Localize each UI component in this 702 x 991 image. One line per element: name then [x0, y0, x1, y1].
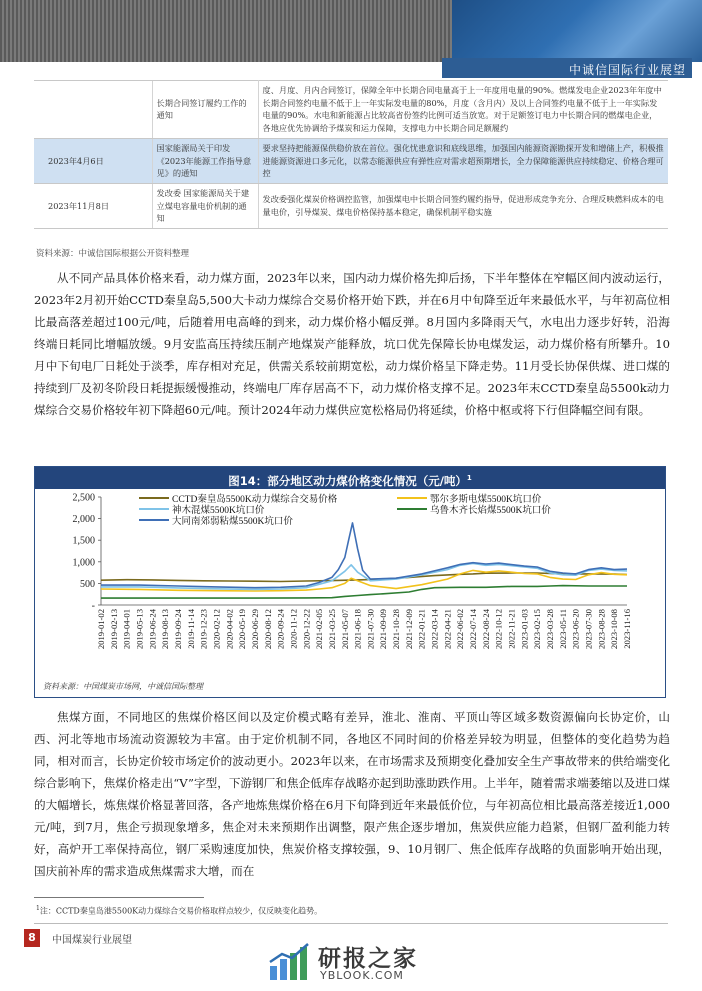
x-tick-label: 2022-10-12: [493, 609, 504, 650]
policy-table: [34, 80, 668, 229]
x-tick-label: 2019-05-13: [134, 609, 145, 650]
header-decoration: [452, 0, 702, 62]
x-tick-label: 2023-10-08: [609, 609, 620, 650]
watermark-logo-icon: [268, 942, 312, 982]
x-tick-label: 2023-07-30: [583, 609, 594, 650]
footer-title: 中国煤炭行业展望: [52, 935, 132, 946]
y-tick-label: 2,000: [72, 514, 95, 526]
figure-title-text: 图14：部分地区动力煤价格变化情况（元/吨）: [228, 473, 467, 488]
x-tick-label: 2023-05-11: [557, 609, 568, 649]
paragraph-coking-coal: 焦煤方面，不同地区的焦煤价格区间以及定价模式略有差异，淮北、淮南、平顶山等区域多数资源偏向长协定价，山西、河北等地市场流动资源较为丰富。由于定价机制不同，各地区不同时间的价格差异较为明显，但整体的变化趋势为趋同，相对而言，长协定价较市场定价的波动更小。2023年以来，在市场需求及预期变化叠加安全生产事故带来的供给端变化综合影响下，焦煤价格走出“V”字型，下游钢厂和焦企低库存战略亦起到助涨助跌作用。上半年，随着需求端萎缩以及进口煤的大幅增长，炼焦煤价格显著回落，各产地炼焦煤价格在6月下旬降到近年来最低价位，与年初高位相比最高落差接近1,000元/吨，到7月，焦企亏损现象增多，焦企对未来预期作出调整，限产焦企逐步增加，焦炭供应能力趋紧，但钢厂盈利能力转好，高炉开工率保持高位，钢厂采购速度加快，焦炭价格支撑较强，9、10月钢厂、焦企低库存战略的负面影响开始出现，国庆前补库的需求造成焦煤需求大增，而在: [34, 710, 670, 878]
x-tick-label: 2022-01-21: [416, 609, 427, 650]
footnote: [36, 905, 322, 917]
x-tick-label: 2020-08-12: [262, 609, 273, 650]
watermark: [268, 938, 468, 986]
x-tick-label: 2022-07-14: [468, 609, 479, 650]
legend-label: 乌鲁木齐长焰煤5500K坑口价: [430, 506, 551, 516]
x-tick-label: 2019-08-13: [160, 609, 171, 650]
footnote-text: 注：CCTD秦皇岛港5500K动力煤综合交易价格取样点较少，仅反映变化趋势。: [39, 906, 323, 916]
x-tick-label: 2022-03-14: [429, 609, 440, 650]
x-tick-label: 2022-06-02: [455, 609, 466, 650]
page-number: 8: [24, 929, 40, 947]
x-tick-label: 2023-03-28: [545, 609, 556, 650]
legend-label: 鄂尔多斯电煤5500K坑口价: [430, 495, 542, 505]
x-tick-label: 2021-03-25: [326, 609, 337, 650]
x-tick-label: 2020-11-12: [288, 609, 299, 649]
legend-label: 神木混煤5500K坑口价: [172, 506, 265, 516]
legend-label: CCTD秦皇岛5500K动力煤综合交易价格: [172, 495, 338, 505]
price-line-chart: [35, 489, 665, 675]
x-tick-label: 2023-06-20: [570, 609, 581, 650]
series-line: [101, 523, 627, 588]
table-cell-title: 发改委 国家能源局关于建立煤电容量电价机制的通知: [152, 183, 258, 228]
watermark-url: YBLOOK.COM: [320, 969, 404, 982]
footer-divider: [34, 923, 668, 924]
header-title: 中诚信国际行业展望: [442, 58, 692, 78]
footnote-marker: 1: [36, 905, 40, 912]
table-cell-content: 发改委强化煤炭价格调控监管，加强煤电中长期合同签约履约指导，促进形成竞争充分、合理反映燃料成本的电量电价，引导煤炭、煤电价格保持基本稳定，确保机制平稳实施: [258, 183, 668, 228]
table-cell-content: 度、月度、月内合同签订，保障全年中长期合同电量高于上一年度用电量的90%。燃煤发电企业2023年年度中长期合同签约电量不低于上一年实际发电量的80%，月度（含月内）及以上合同签约电量不低于上一年实际发电量的90%。水电和新能源占比较高省份签约比例可适当放宽。对于足额签订电力中长期合同的燃煤电企业，各地应优先协调给予煤炭和运力保障，支撑电力中长期合同足额履约: [258, 81, 668, 139]
x-tick-label: 2023-01-03: [519, 609, 530, 650]
x-tick-label: 2023-02-15: [532, 609, 543, 650]
table-cell-date: [34, 81, 152, 139]
table-cell-title: 国家能源局关于印发《2023年能源工作指导意见》的通知: [152, 138, 258, 183]
x-tick-label: 2022-11-21: [506, 609, 517, 649]
x-tick-label: 2021-05-07: [339, 609, 350, 650]
x-tick-label: 2023-08-28: [596, 609, 607, 650]
x-tick-label: 2021-09-09: [378, 609, 389, 650]
x-tick-label: 2020-09-24: [275, 609, 286, 650]
x-tick-label: 2021-10-28: [391, 609, 402, 650]
x-tick-label: 2020-06-29: [249, 609, 260, 650]
header-band: [0, 0, 702, 62]
footnote-divider: [34, 897, 204, 898]
x-tick-label: 2023-11-16: [622, 609, 632, 649]
x-tick-label: 2019-01-02: [96, 609, 106, 650]
figure-title-footnote-ref: 1: [466, 474, 472, 482]
x-tick-label: 2019-04-01: [121, 609, 132, 650]
y-tick-label: 1,000: [72, 557, 95, 569]
figure-title: [35, 467, 665, 489]
table-cell-date: 2023年4月6日: [34, 138, 152, 183]
x-tick-label: 2020-05-19: [237, 609, 248, 650]
x-tick-label: 2019-09-24: [172, 609, 183, 650]
table-cell-title: 长期合同签订履约工作的通知: [152, 81, 258, 139]
x-tick-label: 2019-12-23: [198, 609, 209, 650]
x-tick-label: 2021-12-09: [403, 609, 414, 650]
y-tick-label: 1,500: [72, 535, 95, 547]
x-tick-label: 2020-04-02: [224, 609, 235, 650]
y-tick-label: 2,500: [72, 492, 95, 504]
table-cell-content: 要求坚持把能源保供稳价放在首位。强化忧患意识和底线思维，加强国内能源资源勘探开发和增储上产，积极推进能源资源进口多元化，以常态能源供应有弹性应对需求超预期增长，全力保障能源供应持续稳定、价格合理可控: [258, 138, 668, 183]
x-tick-label: 2019-02-13: [108, 609, 119, 650]
y-tick-label: -: [91, 600, 95, 612]
x-tick-label: 2020-12-22: [301, 609, 312, 650]
x-tick-label: 2022-08-24: [480, 609, 491, 650]
x-tick-label: 2019-06-24: [147, 609, 158, 650]
x-tick-label: 2020-02-12: [211, 609, 222, 650]
legend-label: 大同南郊弱粘煤5500K坑口价: [172, 517, 293, 527]
watermark-name: 研报之家: [318, 946, 418, 972]
table-row: [34, 183, 668, 228]
table-source: 资料来源：中诚信国际根据公开资料整理: [36, 249, 190, 259]
x-tick-label: 2021-06-18: [352, 609, 363, 650]
x-tick-label: 2021-07-30: [365, 609, 376, 650]
x-tick-label: 2021-02-05: [314, 609, 325, 650]
x-tick-label: 2022-04-21: [442, 609, 453, 650]
table-row: [34, 81, 668, 139]
table-row: [34, 138, 668, 183]
figure-14: [34, 466, 666, 698]
x-tick-label: 2019-11-14: [185, 609, 196, 649]
figure-source: 资料来源：中国煤炭市场网，中诚信国际整理: [43, 682, 203, 691]
y-tick-label: 500: [80, 578, 95, 590]
table-cell-date: 2023年11月8日: [34, 183, 152, 228]
paragraph-thermal-coal: 从不同产品具体价格来看，动力煤方面，2023年以来，国内动力煤价格先抑后扬，下半年整体在窄幅区间内波动运行，2023年2月初开始CCTD秦皇岛5,500大卡动力煤综合交易价格开始下跌，并在6月中旬降至近年来最低水平，与年初高位相比最高落差超过100元/吨，后随着用电高峰的到来，动力煤价格小幅反弹。8月国内多降雨天气，水电出力逐步好转，沿海终端日耗同比增幅放缓。9月安监高压持续压制产地煤炭产能释放，坑口优先保障长协电煤发运，动力煤价格有所攀升。10月中下旬电厂日耗处于淡季，库存相对充足，供需关系较前期宽松，动力煤价格呈下降走势。11月受长协保供煤、进口煤的持续到厂及初冬阶段日耗提振缓慢推动，终端电厂库存居高不下，动力煤价格支撑不足。2023年末CCTD秦皇岛5500k动力煤综合交易价格较年初下降超60元/吨。预计2024年动力煤供应宽松格局仍将延续，价格中枢或将下行但降幅空间有限。: [34, 271, 670, 417]
